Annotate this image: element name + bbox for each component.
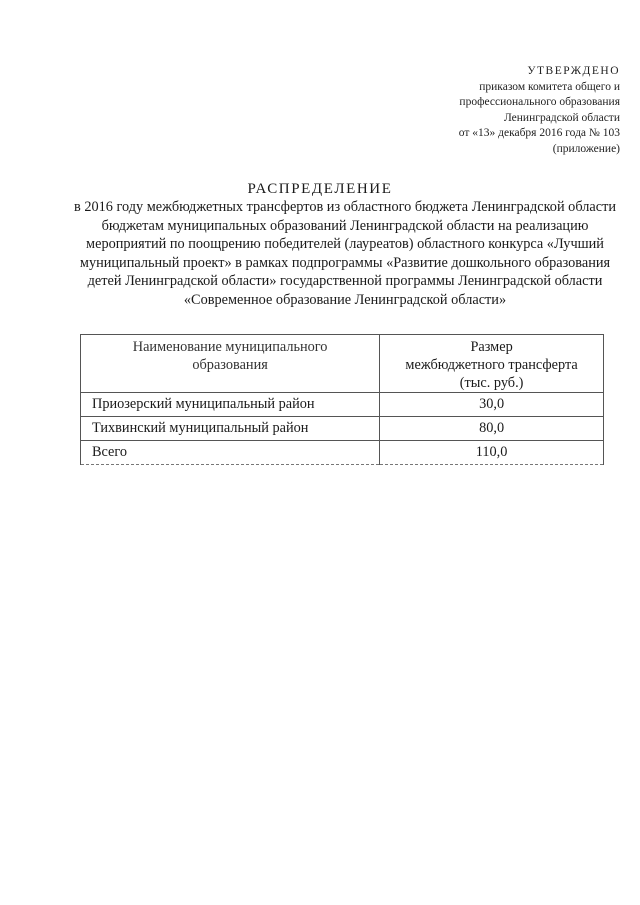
row-municipality: Тихвинский муниципальный район [81, 417, 380, 441]
approval-line-3: Ленинградской области [503, 111, 620, 124]
approval-title: УТВЕРЖДЕНО [527, 65, 620, 77]
table-header-row [81, 335, 604, 393]
approval-line-1: приказом комитета общего и [479, 80, 620, 93]
approval-line-2: профессионального образования [459, 96, 620, 108]
approval-stamp [320, 64, 620, 157]
row-municipality: Приозерский муниципальный район [81, 393, 380, 417]
header-municipality [81, 335, 380, 393]
document-title: РАСПРЕДЕЛЕНИЕ [247, 181, 393, 197]
row-amount: 80,0 [380, 417, 604, 441]
header-municipality-line-2: образования [192, 357, 268, 373]
distribution-table [80, 334, 604, 465]
header-amount-line-2: межбюджетного трансферта [405, 357, 578, 373]
header-amount-line-1: Размер [470, 339, 513, 355]
approval-line-4: от «13» декабря 2016 года № 103 [458, 127, 620, 139]
document-description: в 2016 году межбюджетных трансфертов из областного бюджета Ленинградской области бюджетам муниципальных образований Ленинградской области на реализацию мероприятий по поощрению победителей (лауреатов) областного конкурса «Лучший муниципальный проект» в рамках подпрограммы «Развитие дошкольного образования детей Ленинградской области» государственной программы Ленинградской области «Современное образование Ленинградской области» [74, 199, 616, 308]
total-amount: 110,0 [380, 441, 604, 465]
row-amount: 30,0 [380, 393, 604, 417]
table-row [81, 417, 604, 441]
approval-line-5: (приложение) [552, 142, 620, 155]
total-label: Всего [81, 441, 380, 465]
header-transfer-amount [380, 335, 604, 393]
header-municipality-line-1: Наименование муниципального [132, 339, 328, 355]
header-amount-line-3: (тыс. руб.) [459, 375, 524, 391]
table-row [81, 393, 604, 417]
table-total-row [81, 441, 604, 465]
